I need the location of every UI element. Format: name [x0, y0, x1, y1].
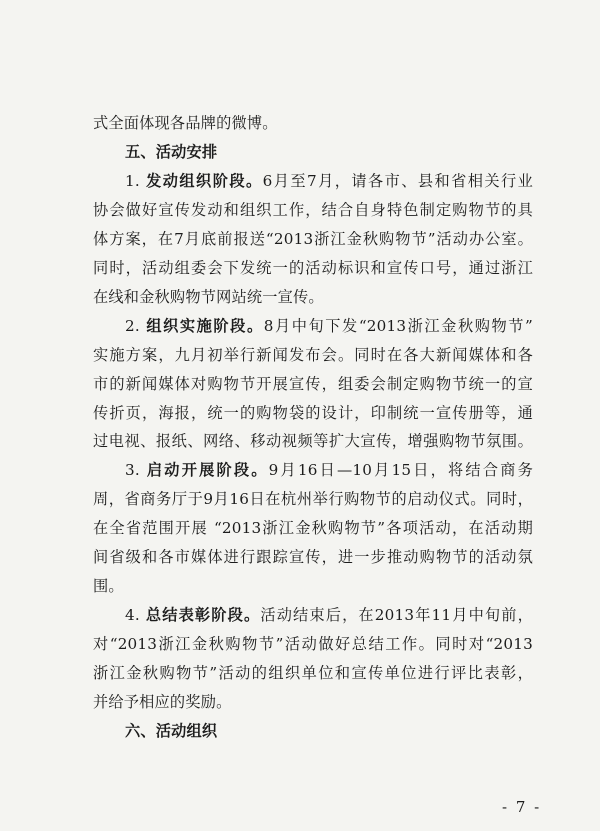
text-line: 围。: [93, 577, 124, 596]
item-number: 4.: [125, 606, 146, 625]
item-text: 6月至7月，请各市、县和省相关行业: [262, 171, 534, 190]
item-number: 1.: [125, 171, 147, 190]
text-line: 并给予相应的奖励。: [93, 693, 232, 712]
paragraph-2-first-line: [125, 315, 533, 337]
text-line: 式全面体现各品牌的微博。: [93, 114, 278, 132]
item-text: 9月16日—10月15日，将结合商务: [268, 461, 533, 480]
page-number: - 7 -: [502, 798, 542, 816]
text-line: 协会做好宣传发动和组织工作，结合自身特色制定购物节的具: [93, 200, 533, 219]
item-title: 发动组织阶段。: [146, 171, 263, 190]
text-line: 体方案，在7月底前报送“2013浙江金秋购物节”活动办公室。: [93, 229, 533, 248]
paragraph-3-first-line: [125, 459, 533, 481]
item-text: 8月中旬下发“2013浙江金秋购物节”: [263, 316, 533, 335]
text-line: 浙江金秋购物节”活动的组织单位和宣传单位进行评比表彰，: [93, 664, 533, 683]
text-line: 市的新闻媒体对购物节开展宣传，组委会制定购物节统一的宣: [93, 374, 533, 393]
text-line: 间省级和各市媒体进行跟踪宣传，进一步推动购物节的活动氛: [93, 548, 533, 567]
text-line: 周，省商务厅于9月16日在杭州举行购物节的启动仪式。同时，: [93, 490, 533, 509]
section-heading-6: 六、活动组织: [125, 722, 218, 740]
item-number: 3.: [125, 461, 147, 480]
item-title: 组织实施阶段。: [146, 316, 264, 335]
text-line: 同时，活动组委会下发统一的活动标识和宣传口号，通过浙江: [93, 258, 533, 277]
item-number: 2.: [125, 316, 147, 335]
text-line: 传折页，海报，统一的购物袋的设计，印制统一宣传册等，通: [93, 403, 533, 422]
item-title: 启动开展阶段。: [146, 461, 269, 480]
text-line: 过电视、报纸、网络、移动视频等扩大宣传，增强购物节氛围。: [93, 432, 533, 451]
text-line: 在线和金秋购物节网站统一宣传。: [93, 287, 324, 306]
paragraph-4-first-line: [125, 604, 533, 626]
item-title: 总结表彰阶段。: [145, 606, 261, 625]
text-line: 对“2013浙江金秋购物节”活动做好总结工作。同时对“2013: [93, 635, 533, 654]
paragraph-1-first-line: [125, 170, 533, 192]
text-line: 实施方案，九月初举行新闻发布会。同时在各大新闻媒体和各: [93, 345, 533, 364]
text-line: 在全省范围开展 “2013浙江金秋购物节”各项活动，在活动期: [93, 519, 533, 538]
section-heading-5: 五、活动安排: [125, 142, 218, 161]
item-text: 活动结束后，在2013年11月中旬前，: [260, 606, 534, 625]
